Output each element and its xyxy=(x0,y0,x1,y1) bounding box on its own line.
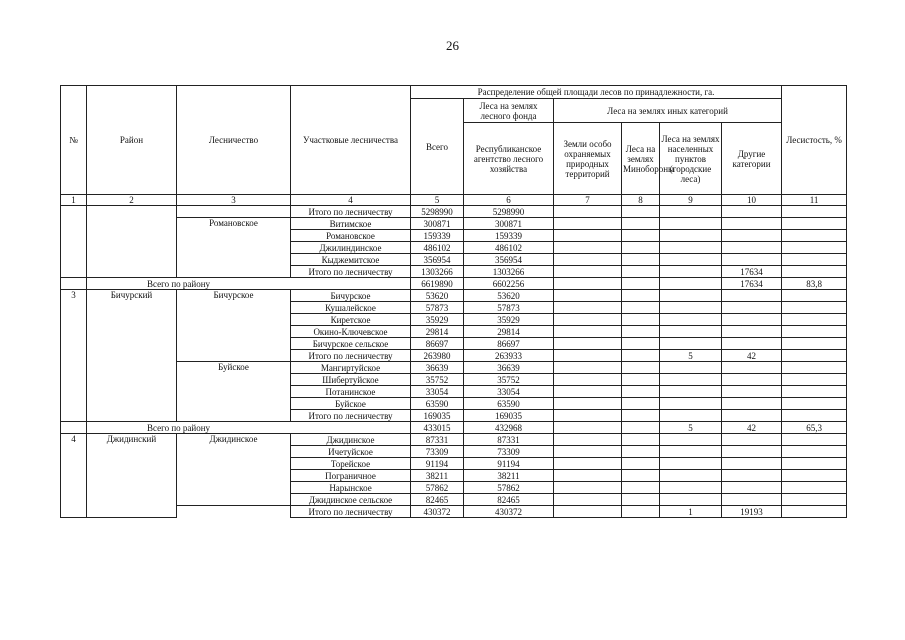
table-row: Джилиндинское 486102 486102 xyxy=(61,242,847,254)
header-forest-fund: Леса на землях лесного фонда xyxy=(464,99,554,123)
district-name: Бичурский xyxy=(87,290,177,422)
col-number: 6 xyxy=(464,195,554,206)
table-row: Итого по лесничеству 5298990 5298990 xyxy=(61,206,847,218)
table-row: 4 Джидинский Джидинское Джидинское 87331 87331 xyxy=(61,434,847,446)
table-row: Романовское 159339 159339 xyxy=(61,230,847,242)
table-row: Пограничное 38211 38211 xyxy=(61,470,847,482)
page-number: 26 xyxy=(446,38,459,53)
header-forestation: Лесистость, % xyxy=(782,86,847,195)
col-number: 8 xyxy=(622,195,660,206)
header-settlements: Леса на землях населенных пунктов (городские леса) xyxy=(660,123,722,195)
table-row: Шибертуйское 35752 35752 xyxy=(61,374,847,386)
table-row: Потанинское 33054 33054 xyxy=(61,386,847,398)
table-row: Итого по лесничеству 169035 169035 xyxy=(61,410,847,422)
header-total: Всего xyxy=(411,99,464,195)
column-number-row xyxy=(61,195,847,206)
header-number: № xyxy=(61,86,87,195)
table-row: Торейское 91194 91194 xyxy=(61,458,847,470)
col-number: 2 xyxy=(87,195,177,206)
forestry-name: Романовское xyxy=(177,218,291,278)
table-row: Джидинское сельское 82465 82465 xyxy=(61,494,847,506)
table-row: Ичетуйское 73309 73309 xyxy=(61,446,847,458)
table-row: Бичурское сельское 86697 86697 xyxy=(61,338,847,350)
table-row: Итого по лесничеству 1303266 1303266 17634 xyxy=(61,266,847,278)
table-row: Окино-Ключевское 29814 29814 xyxy=(61,326,847,338)
header-agency: Республиканское агентство лесного хозяйства xyxy=(464,123,554,195)
col-number: 1 xyxy=(61,195,87,206)
header-other: Другие категории xyxy=(722,123,782,195)
table-row: Киретское 35929 35929 xyxy=(61,314,847,326)
header-minoborony: Леса на землях Минобороны xyxy=(622,123,660,195)
district-name: Джидинский xyxy=(87,434,177,518)
table-row: Итого по лесничеству 263980 263933 5 42 xyxy=(61,350,847,362)
header-local-forestry: Участковые лесничества xyxy=(291,86,411,195)
col-number: 11 xyxy=(782,195,847,206)
col-number: 4 xyxy=(291,195,411,206)
col-number: 3 xyxy=(177,195,291,206)
table-row: Итого по лесничеству 430372 430372 1 19193 xyxy=(61,506,847,518)
header-forestry: Лесничество xyxy=(177,86,291,195)
forestry-name: Джидинское xyxy=(177,434,291,506)
col-number: 7 xyxy=(554,195,622,206)
forestry-name: Бичурское xyxy=(177,290,291,362)
header-district: Район xyxy=(87,86,177,195)
table-row: Кыджемитское 356954 356954 xyxy=(61,254,847,266)
col-number: 5 xyxy=(411,195,464,206)
table-row: 3 Бичурский Бичурское Бичурское 53620 53620 xyxy=(61,290,847,302)
table-row: Кушалейское 57873 57873 xyxy=(61,302,847,314)
table-row: Буйское Мангиртуйское 36639 36639 xyxy=(61,362,847,374)
district-number: 4 xyxy=(61,434,87,518)
header-other-categories: Леса на землях иных категорий xyxy=(554,99,782,123)
table-row: Романовское Витимское 300871 300871 xyxy=(61,218,847,230)
district-total-row: Всего по району 6619890 6602256 17634 83,8 xyxy=(61,278,847,290)
col-number: 10 xyxy=(722,195,782,206)
forestry-name: Буйское xyxy=(177,362,291,422)
col-number: 9 xyxy=(660,195,722,206)
header-protected: Земли особо охраняемых природных территорий xyxy=(554,123,622,195)
district-number: 3 xyxy=(61,290,87,422)
header-distribution: Распределение общей площади лесов по принадлежности, га. xyxy=(411,86,782,99)
district-total-row: Всего по району 433015 432968 5 42 65,3 xyxy=(61,422,847,434)
table-row: Нарынское 57862 57862 xyxy=(61,482,847,494)
forest-distribution-table xyxy=(60,85,847,518)
table-row: Буйское 63590 63590 xyxy=(61,398,847,410)
